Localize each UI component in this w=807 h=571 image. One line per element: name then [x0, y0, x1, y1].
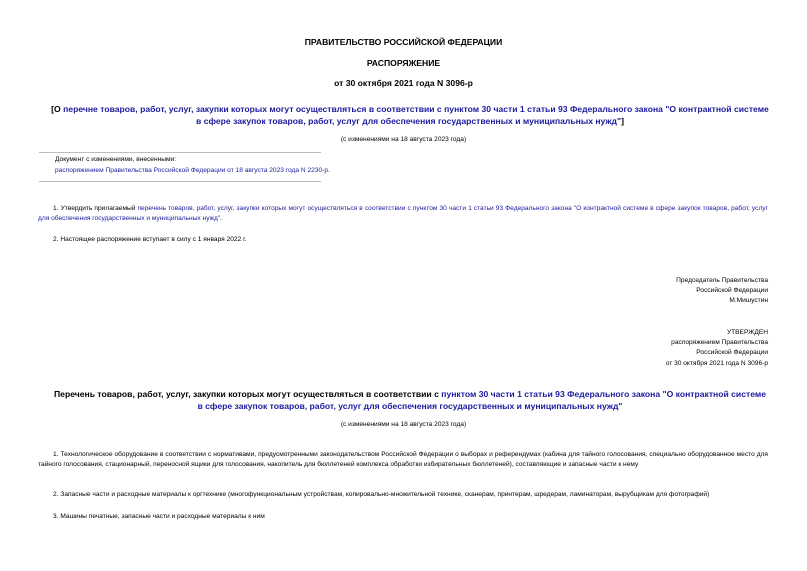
list-title-text: Перечень товаров, работ, услуг, закупки которых могут осуществляться в соответствии с: [53, 389, 442, 399]
amendment-link[interactable]: распоряжением Правительства Российской Федерации от 18 августа 2023 года N 2230-р.: [55, 167, 330, 174]
paragraph-1-prefix: 1. Утвердить прилагаемый: [53, 205, 138, 212]
title-open-bracket: [О: [51, 104, 64, 114]
list-item-1-text: 1. Технологическое оборудование в соответствии с нормативами, предусмотренными законодательством Российской Федерации о выборах и референдумах (кабина для тайного голосования, специально оборудованное место для тайного голосования, стационарный, переносной ящики для голосования, накопитель для бюллетеней комплекса обработки избирательных бюллетеней), составляющие и запасные части к нему: [38, 451, 768, 469]
approval-line-2: распоряжением Правительства: [671, 339, 768, 347]
amendment-bottom-rule: [39, 181, 321, 182]
signature-line-1: Председатель Правительства: [676, 277, 768, 284]
title-link[interactable]: перечне товаров, работ, услуг, закупки которых могут осуществляться в соответствии с пунктом 30 части 1 статьи 93 Федерального закона "О контрактной системе в сфере закупок товаров, работ, услуг для обеспечения государственных и муниципальных нужд": [63, 104, 769, 126]
list-title-link[interactable]: пунктом 30 части 1 статьи 93 Федерального закона "О контрактной системе в сфере закупок товаров, работ, услуг для обеспечения государственных и муниципальных нужд": [197, 389, 767, 411]
document-title: [48, 104, 772, 127]
paragraph-1-link[interactable]: перечень товаров, работ, услуг, закупки которых могут осуществляться в соответствии с пунктом 30 части 1 статьи 93 Федерального закона "О контрактной системе в сфере закупок товаров, работ, услуг для обеспечения государственных и муниципальных нужд": [38, 205, 768, 223]
amendment-label: Документ с изменениями, внесенными:: [55, 156, 177, 163]
list-title: [52, 389, 768, 412]
changes-note: (с изменениями на 18 августа 2023 года): [340, 136, 467, 143]
paragraph-1: [38, 204, 768, 224]
signature-line-3: М.Мишустин: [729, 297, 768, 305]
paragraph-2-text: 2. Настоящее распоряжение вступает в силу с 1 января 2022 г.: [53, 236, 247, 243]
list-item-3: [38, 512, 768, 522]
paragraph-2: [38, 235, 768, 245]
list-item-1: [38, 450, 768, 470]
signature-block: [676, 276, 768, 307]
paragraph-1-suffix: .: [220, 215, 223, 223]
title-close-bracket: ]: [621, 115, 624, 126]
government-heading: ПРАВИТЕЛЬСТВО РОССИЙСКОЙ ФЕДЕРАЦИИ: [304, 37, 503, 47]
list-item-3-text: 3. Машины печатные, запасные части и расходные материалы к ним: [53, 513, 265, 520]
document-date-number: от 30 октября 2021 года N 3096-р: [334, 78, 473, 88]
list-item-2: [38, 490, 768, 500]
amendment-top-rule: [39, 152, 321, 153]
document-type-heading: РАСПОРЯЖЕНИЕ: [366, 58, 441, 68]
approval-line-1: УТВЕРЖДЕН: [726, 329, 768, 336]
approval-line-3: Российской Федерации: [696, 349, 768, 357]
approval-line-4: от 30 октября 2021 года N 3096-р: [665, 359, 768, 367]
list-item-2-text: 2. Запасные части и расходные материалы к оргтехнике (многофункциональным устройствам, копировально-множительной технике, сканерам, принтерам, шредерам, ламинаторам, вырубщикам для фотографий): [53, 491, 710, 498]
list-changes-note: (с изменениями на 18 августа 2023 года): [340, 421, 467, 428]
signature-line-2: Российской Федерации: [696, 287, 768, 295]
approval-block: [666, 328, 768, 369]
